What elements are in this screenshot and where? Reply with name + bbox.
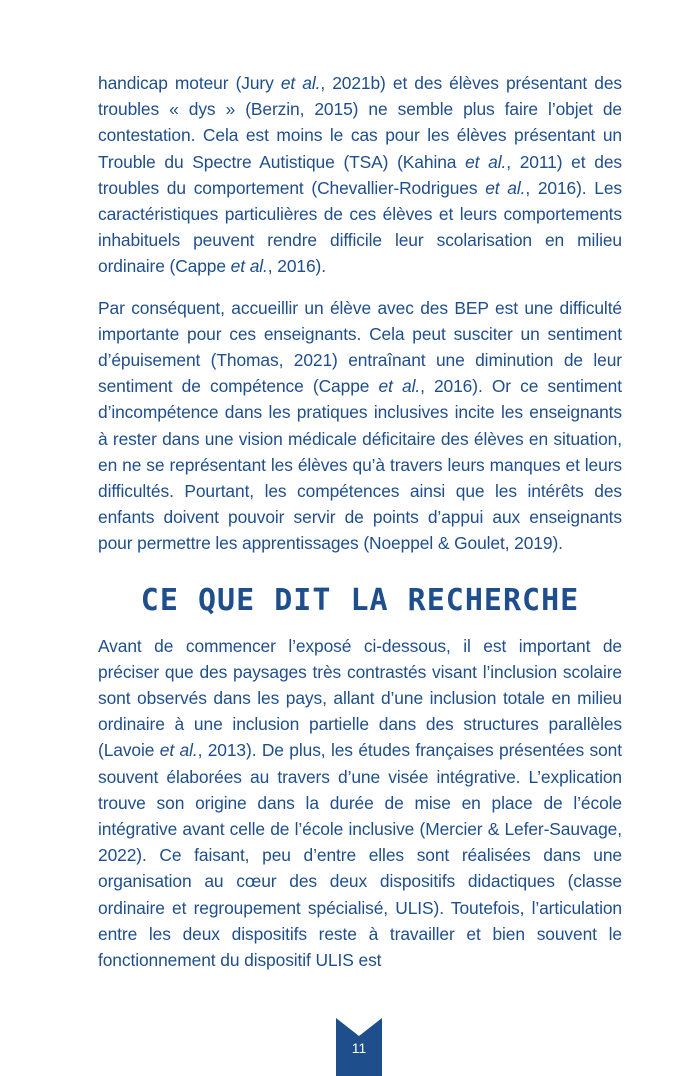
page-number: 11 — [351, 1040, 367, 1056]
italic-text: et al. — [280, 73, 321, 93]
italic-text: et al. — [230, 256, 268, 277]
text-run: Par conséquent, accueillir un élève avec des BEP est une difficulté importante pour ces enseignants. Cela peut susciter un sentiment d’épuisement (Thomas, 2021) entraînant une diminution de leur sentiment de compétence (Cappe — [98, 297, 622, 397]
italic-text: et al. — [465, 151, 507, 172]
text-run: , 2016). Les caractéristiques particulières de ces élèves et leurs comportements inhabituels peuvent rendre difficile leur scolarisation en milieu ordinaire (Cappe — [98, 177, 623, 277]
body-text-after — [98, 633, 622, 974]
paragraph — [98, 70, 622, 280]
italic-text: et al. — [159, 740, 198, 761]
text-run: , 2016). Or ce sentiment d’incompétence dans les pratiques inclusives incite les enseignants à rester dans une vision médicale déficitaire des élèves en situation, en ne se représentant les élèves qu’à travers leurs manques et leurs difficultés. Pourtant, les compétences ainsi que les intérêts des enfants doivent pouvoir servir de points d’appui aux enseignants pour permettre les apprentissages (Noeppel & Goulet, 2019). — [98, 376, 622, 554]
section-heading: CE QUE DIT LA RECHERCHE — [140, 582, 580, 618]
paragraph — [98, 633, 622, 974]
paragraph — [98, 295, 622, 557]
text-run: handicap moteur (Jury — [98, 73, 281, 93]
italic-text: et al. — [485, 177, 526, 198]
italic-text: et al. — [378, 376, 421, 397]
text-run: , 2011) et des troubles du comportement (Chevallier-Rodrigues — [98, 151, 622, 198]
body-text-before — [98, 70, 622, 557]
text-run: , 2013). De plus, les études françaises présentées sont souvent élaborées au travers d’une visée intégrative. L’explication trouve son origine dans la durée de mise en place de l’école intégrative avant celle de l’école inclusive (Mercier & Lefer-Sauvage, 2022). Ce faisant, peu d’entre elles sont réalisées dans une organisation au cœur des deux dispositifs didactiques (classe ordinaire et regroupement spécialisé, ULIS). Toutefois, l’articulation entre les deux dispositifs reste à travailler et bien souvent le fonctionnement du dispositif ULIS est — [98, 740, 622, 971]
page-number-tab — [336, 1018, 382, 1076]
page-body — [98, 70, 622, 988]
text-run: Avant de commencer l’exposé ci-dessous, il est important de préciser que des paysages très contrastés visant l’inclusion scolaire sont observés dans les pays, allant d’une inclusion totale en milieu ordinaire à une inclusion partielle dans des structures parallèles (Lavoie — [98, 635, 622, 761]
text-run: , 2016). — [267, 256, 326, 277]
text-run: , 2021b) et des élèves présentant des troubles « dys » (Berzin, 2015) ne semble plus faire l’objet de contestation. Cela est moins le cas pour les élèves présentant un Trouble du Spectre Autistique (TSA) (Kahina — [98, 73, 623, 172]
